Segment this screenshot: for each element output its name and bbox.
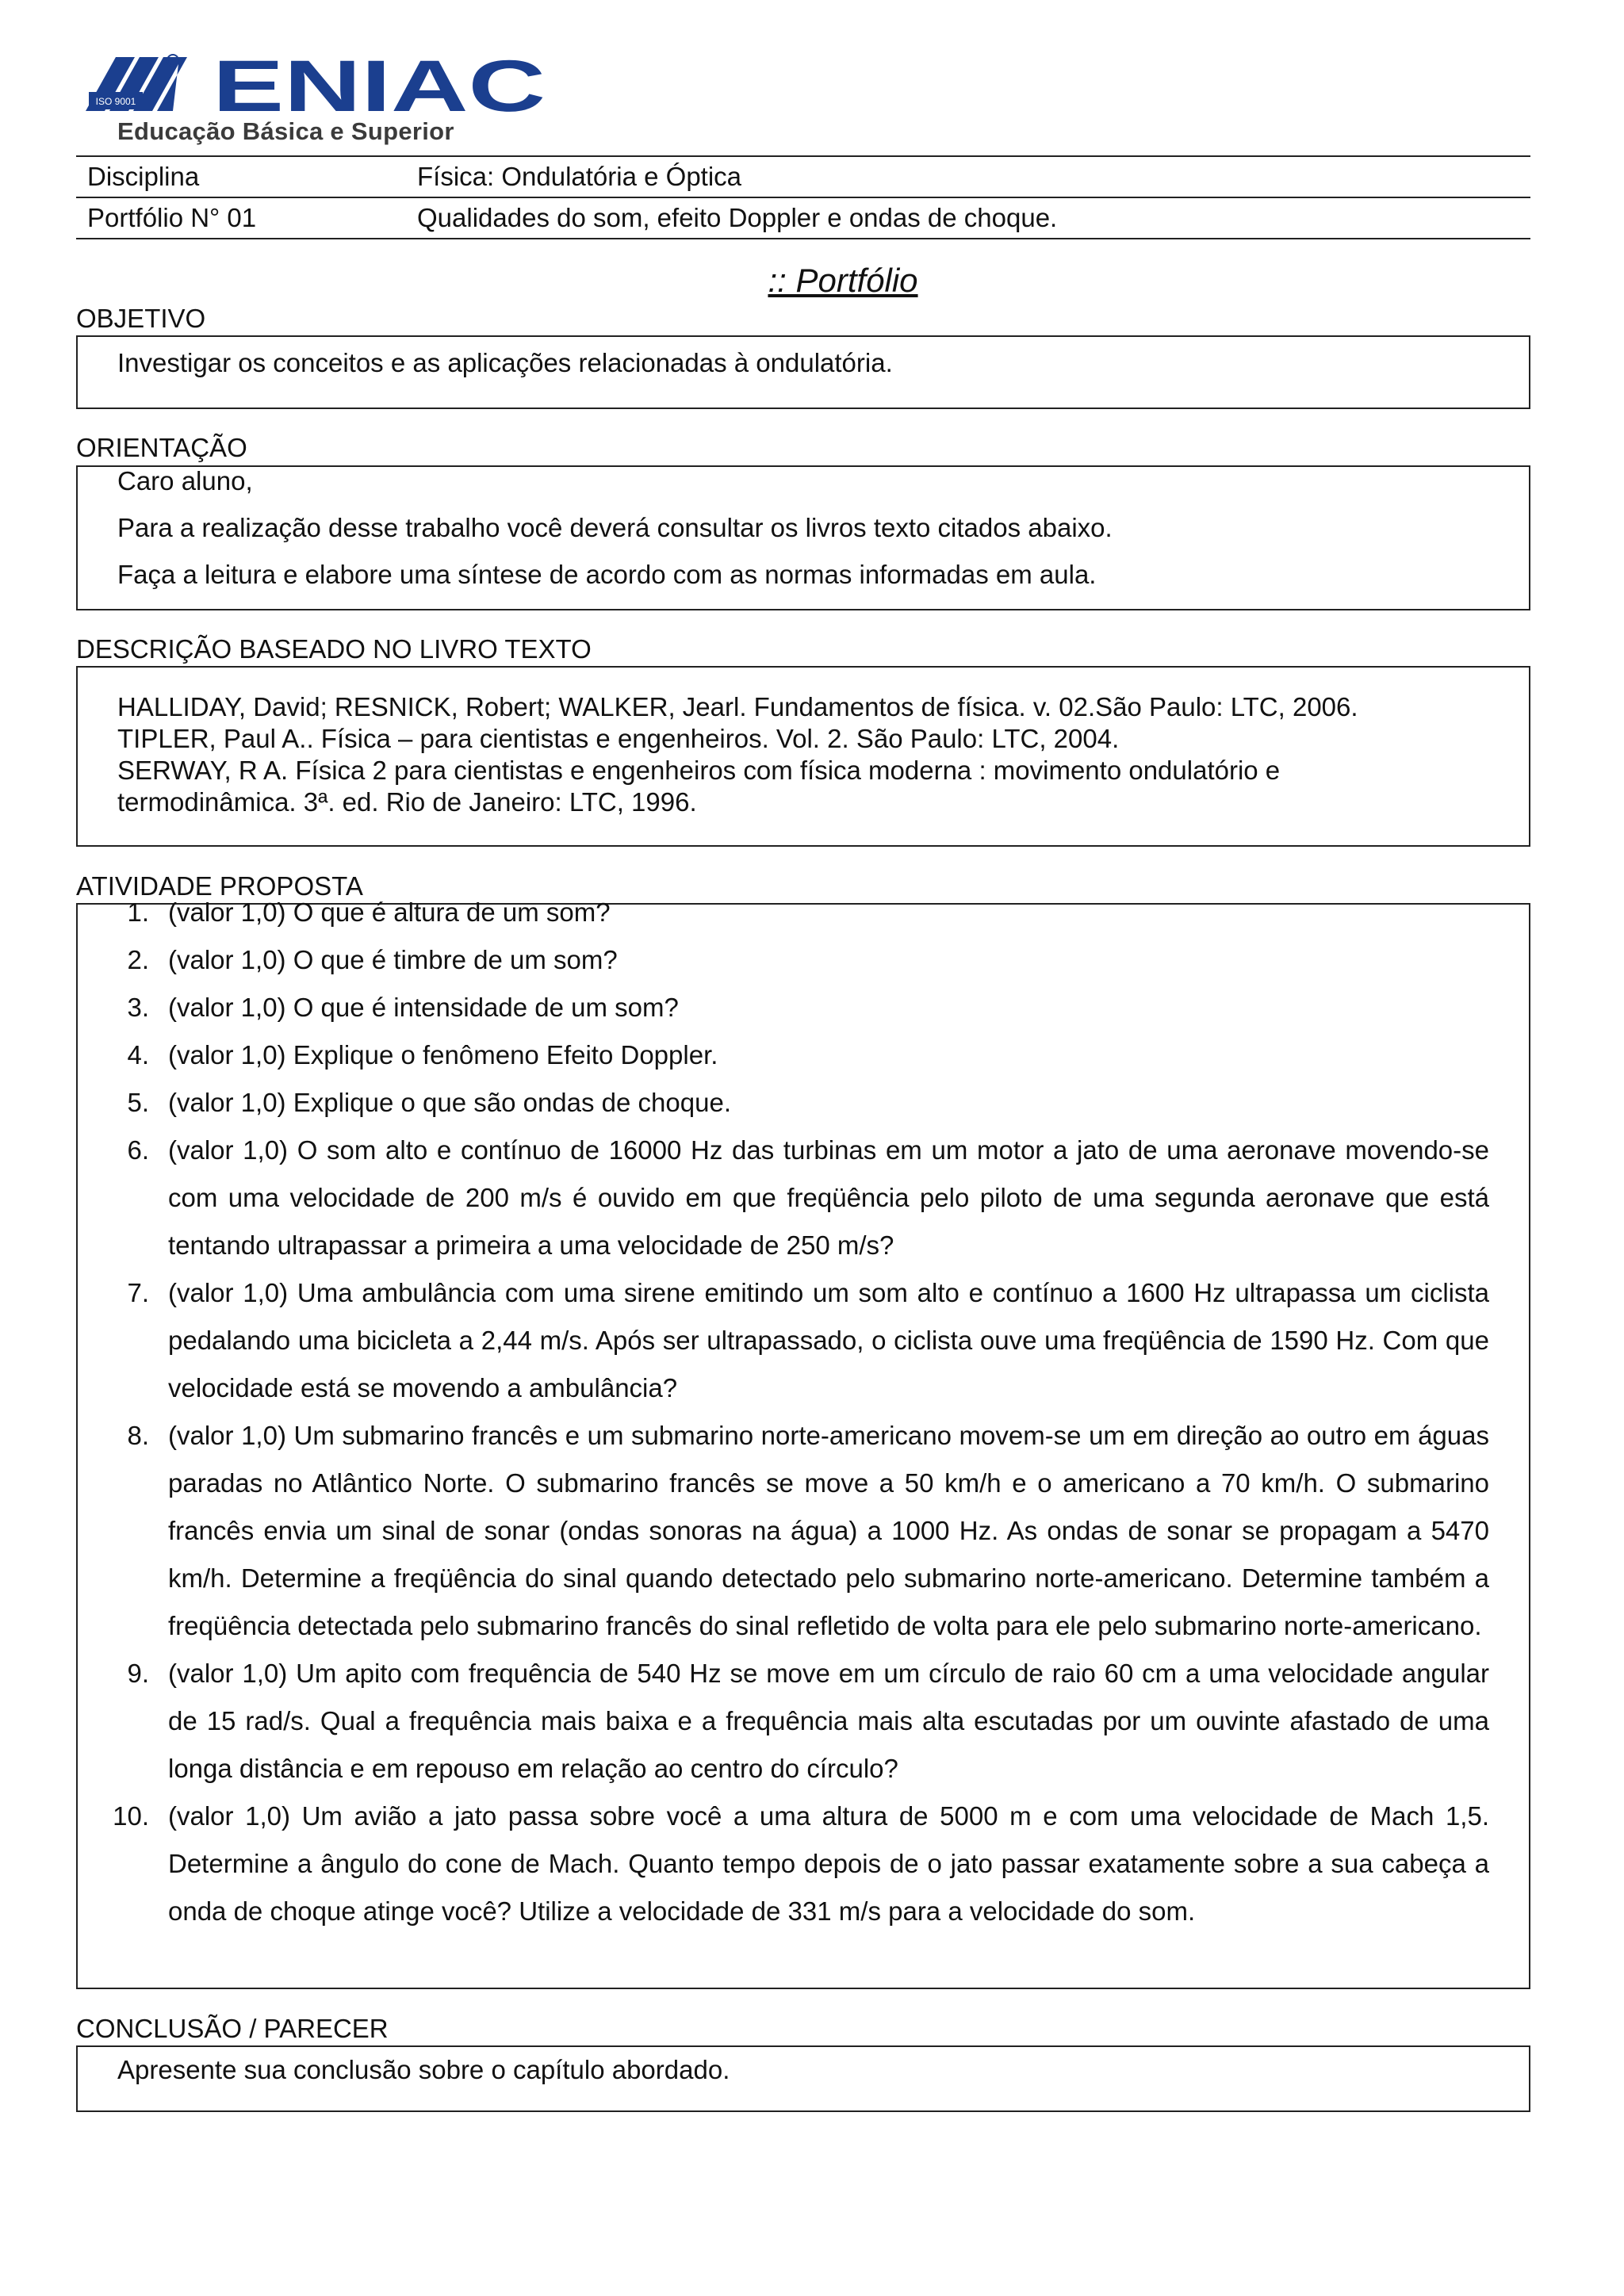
orientacao-line: Para a realização desse trabalho você deverá consultar os livros texto citados abaixo. [117,513,1113,542]
header-table [76,155,1530,239]
activity-item [78,1269,1489,1412]
activity-text: (valor 1,0) O que é timbre de um som? [168,945,618,974]
header-value: Física: Ondulatória e Óptica [417,162,742,191]
activity-item [78,1412,1489,1650]
activity-text: (valor 1,0) Explique o que são ondas de choque. [168,1088,731,1117]
reference-list [78,668,1529,818]
activity-text: (valor 1,0) Uma ambulância com uma sirene emitindo um som alto e contínuo a 1600 Hz ultrapassa um ciclista pedalando uma bicicleta a 2,44 m/s. Após ser ultrapassado, o ciclista ouve uma freqüência de 1590 Hz. Com que velocidade está se movendo a ambulância? [168,1278,1489,1402]
activity-item [78,1793,1489,1935]
orientacao-line: Caro aluno, [117,466,253,496]
svg-text:ISO 9001: ISO 9001 [95,96,136,107]
section-label-objetivo: OBJETIVO [76,304,206,333]
svg-text:ENIAC: ENIAC [213,52,546,116]
section-label-atividade: ATIVIDADE PROPOSTA [76,871,363,901]
activity-number: 7. [127,1278,149,1307]
section-label-conclusao: CONCLUSÃO / PARECER [76,2014,389,2043]
activity-number: 8. [127,1421,149,1450]
activity-text: (valor 1,0) O que é intensidade de um som? [168,993,679,1022]
activity-text: (valor 1,0) Um apito com frequência de 540 Hz se move em um círculo de raio 60 cm a uma velocidade angular de 15 rad/s. Qual a frequência mais baixa e a frequência mais alta escutadas por um ouvinte afastado de uma longa distância e em repouso em relação ao centro do círculo? [168,1659,1489,1783]
reference-line: SERWAY, R A. Física 2 para cientistas e engenheiros com física moderna : movimento ondulatório e [117,756,1281,785]
activity-number: 2. [127,945,149,974]
header-label: Disciplina [87,162,200,191]
activity-item [78,984,1489,1031]
header-row-portfolio [76,197,1530,239]
activity-number: 6. [127,1135,149,1165]
header-label: Portfólio N° 01 [87,203,257,232]
activity-item [78,1031,1489,1079]
activity-text: (valor 1,0) O som alto e contínuo de 16000 Hz das turbinas em um motor a jato de uma aeronave movendo-se com uma velocidade de 200 m/s é ouvido em que freqüência pelo piloto de uma segunda aeronave que está tentando ultrapassar a primeira a uma velocidade de 250 m/s? [168,1135,1489,1260]
reference-line: TIPLER, Paul A.. Física – para cientistas e engenheiros. Vol. 2. São Paulo: LTC, 2004. [117,724,1120,753]
document-title: :: Portfólio [768,262,918,299]
activity-text: (valor 1,0) Um submarino francês e um submarino norte-americano movem-se um em direção ao outro em águas paradas no Atlântico Norte. O submarino francês se move a 50 km/h e o americano a 70 km/h. O submarino francês envia um sinal de sonar (ondas sonoras na água) a 1000 Hz. As ondas de sonar se propagam a 5470 km/h. Determine a freqüência do sinal quando detectado pelo submarino norte-americano. Determine também a freqüência detectada pelo submarino francês do sinal refletido de volta para ele pelo submarino norte-americano. [168,1421,1489,1640]
orientacao-box [76,465,1530,610]
section-label-descricao: DESCRIÇÃO BASEADO NO LIVRO TEXTO [76,634,592,664]
activity-list [78,889,1529,1935]
header-value: Qualidades do som, efeito Doppler e ondas de choque. [417,203,1058,232]
activity-item [78,1079,1489,1127]
conclusao-text: Apresente sua conclusão sobre o capítulo abordado. [117,2055,730,2084]
activity-number: 10. [113,1801,149,1831]
reference-line: termodinâmica. 3ª. ed. Rio de Janeiro: LTC, 1996. [117,787,697,817]
activity-number: 9. [127,1659,149,1688]
activity-text: (valor 1,0) Um avião a jato passa sobre você a uma altura de 5000 m e com uma velocidade de Mach 1,5. Determine a ângulo do cone de Mach. Quanto tempo depois de o jato passar exatamente sobre a sua cabeça a onda de choque atinge você? Utilize a velocidade de 331 m/s para a velocidade do som. [168,1801,1489,1926]
conclusao-box [76,2045,1530,2112]
header-row-disciplina [76,155,1530,197]
descricao-box [76,666,1530,847]
activity-text: (valor 1,0) Explique o fenômeno Efeito Doppler. [168,1040,718,1070]
logo-tagline: Educação Básica e Superior [117,117,454,145]
activity-item [78,889,1489,936]
activity-number: 1. [127,897,149,927]
activity-number: 4. [127,1040,149,1070]
eniac-logo-mark [86,52,577,116]
activity-item [78,1650,1489,1793]
reference-line: HALLIDAY, David; RESNICK, Robert; WALKER, Jearl. Fundamentos de física. v. 02.São Paulo: LTC, 2006. [117,692,1358,721]
activity-number: 5. [127,1088,149,1117]
section-label-orientacao: ORIENTAÇÃO [76,433,247,462]
objetivo-box [76,335,1530,409]
activity-item [78,1127,1489,1269]
objetivo-text: Investigar os conceitos e as aplicações relacionadas à ondulatória. [117,348,893,377]
activity-item [78,936,1489,984]
activity-text: (valor 1,0) O que é altura de um som? [168,897,611,927]
activity-number: 3. [127,993,149,1022]
orientacao-line: Faça a leitura e elabore uma síntese de acordo com as normas informadas em aula. [117,560,1097,589]
atividade-box [76,897,1530,1989]
